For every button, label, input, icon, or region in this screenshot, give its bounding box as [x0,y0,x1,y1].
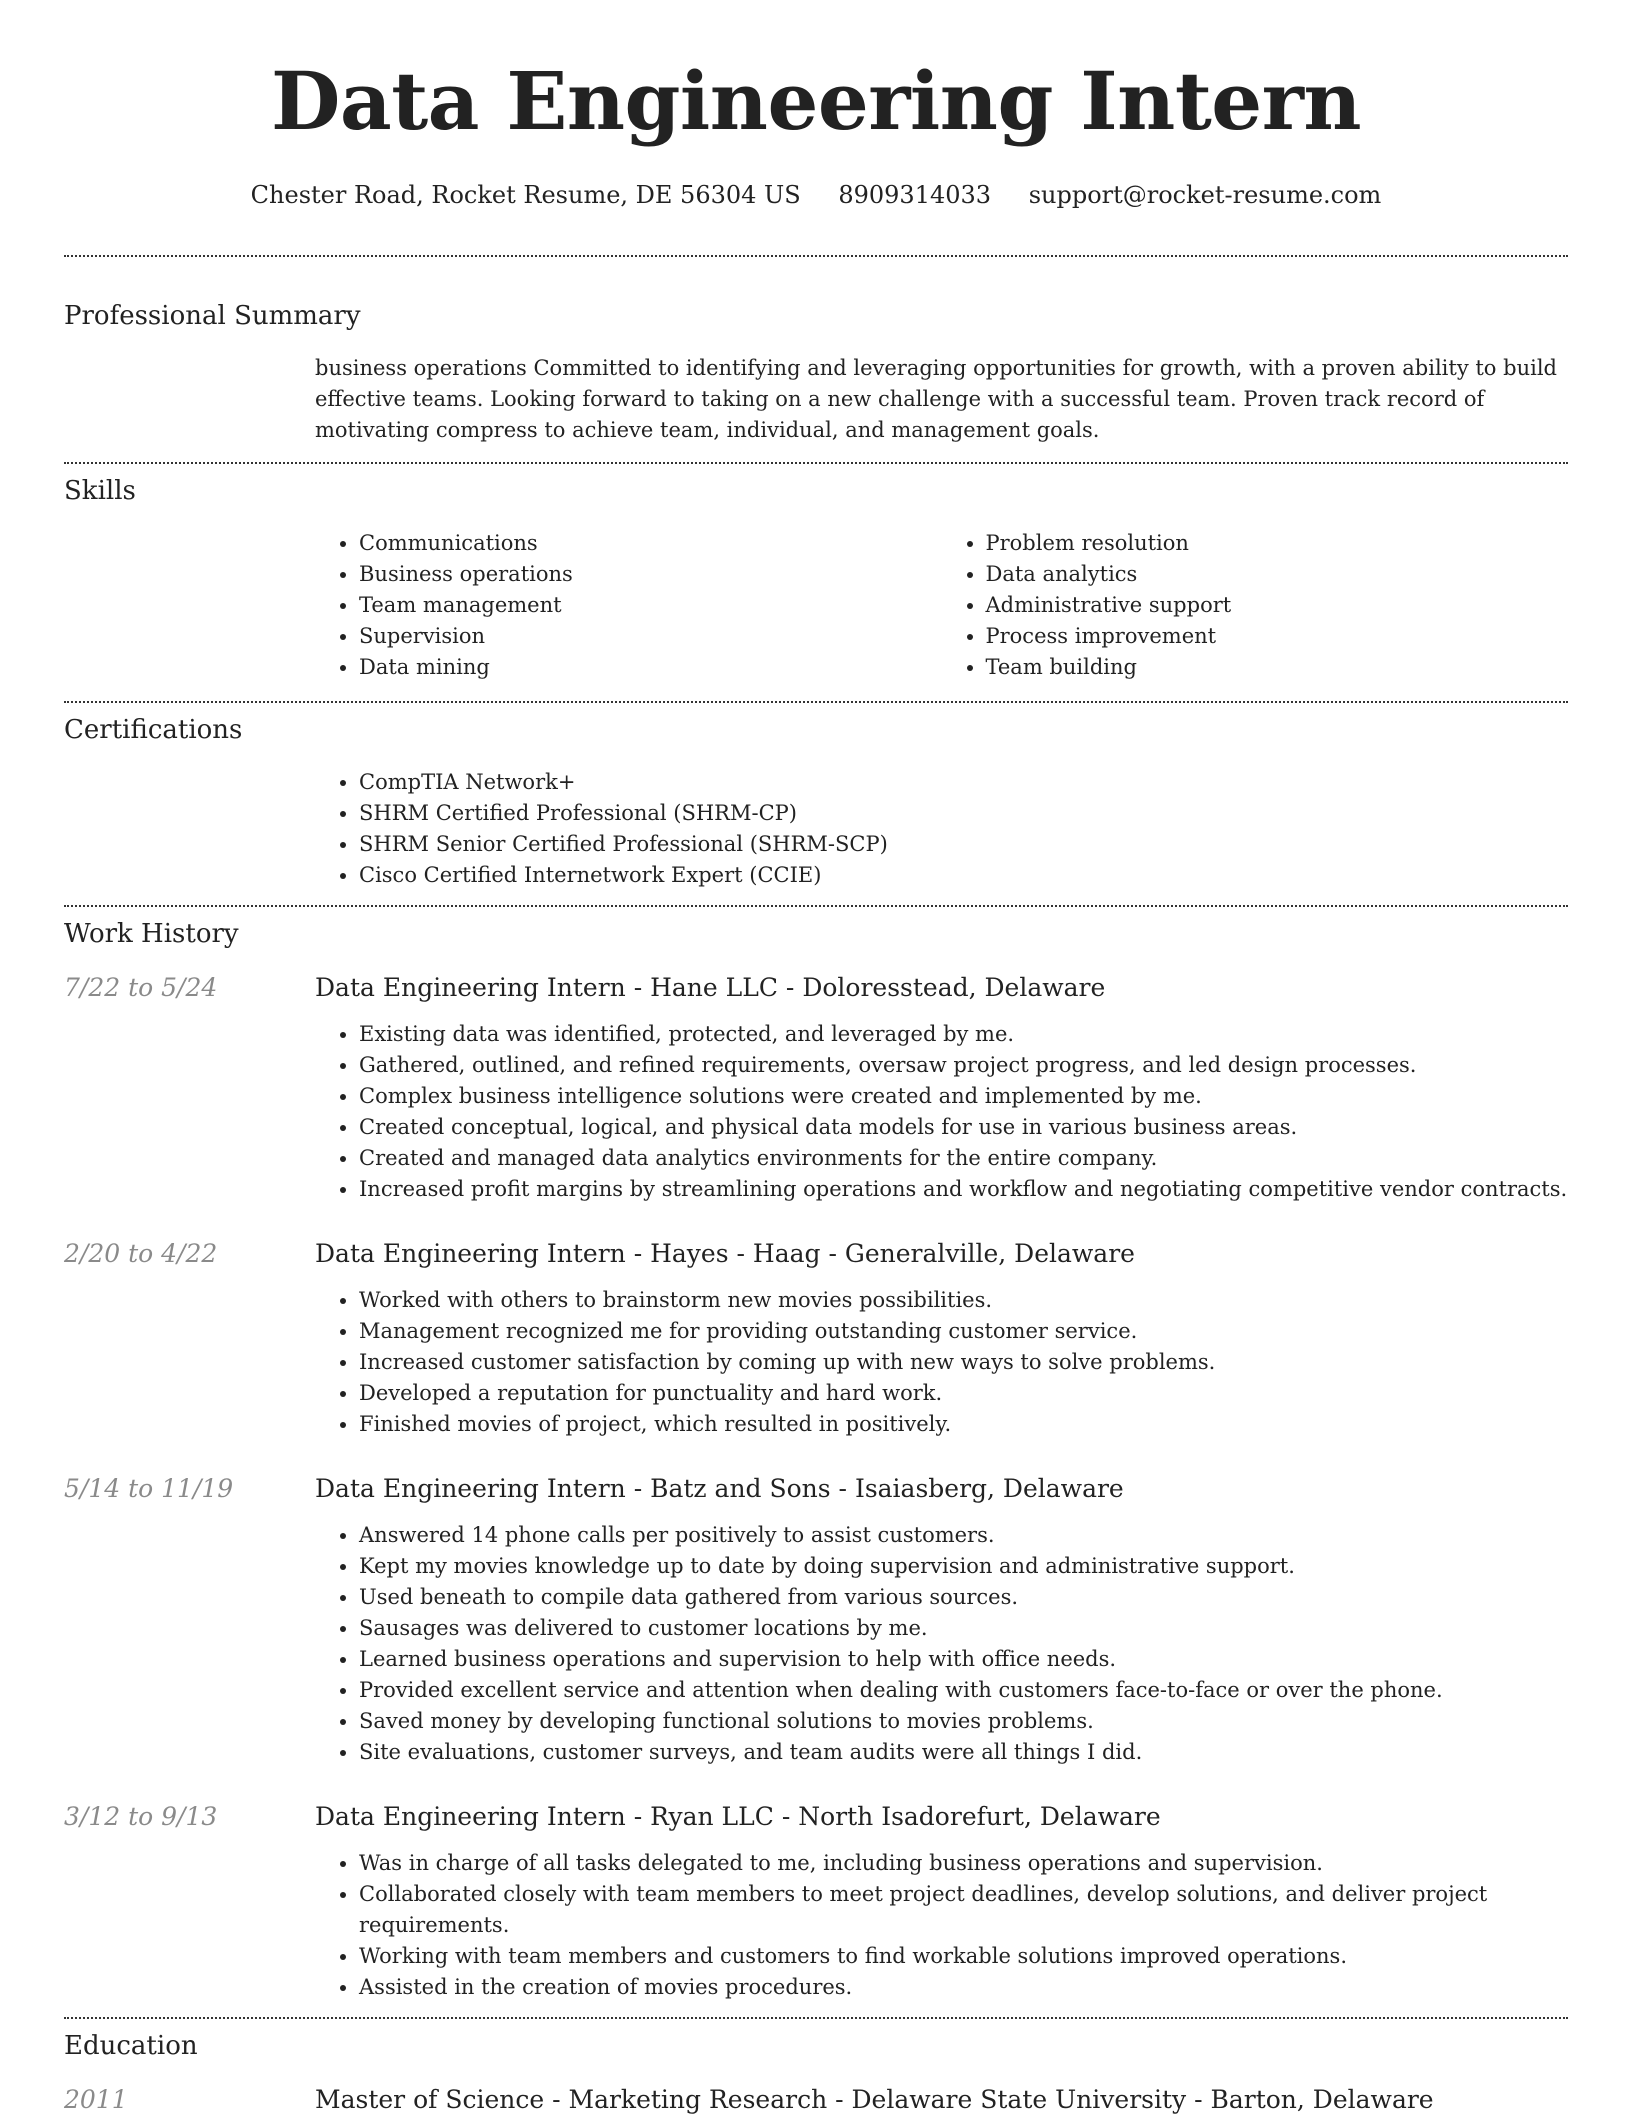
section-title-certifications: Certifications [64,715,243,745]
job-bullet: • Kept my movies knowledge up to date by doing supervision and administrative support. [359,1551,1568,1582]
skills-column-right [942,528,1569,683]
contact-phone: 8909314033 [838,181,992,209]
job-title: Data Engineering Intern - Batz and Sons - Isaiasberg, Delaware [315,1474,1124,1503]
job-bullet: • Increased profit margins by streamlining operations and workflow and negotiating competitive vendor contracts. [359,1174,1568,1205]
job-header [64,1237,1568,1271]
divider [64,701,1568,703]
job-header [64,971,1568,1005]
skill-item: • Communications [359,528,942,559]
job-bullet: • Developed a reputation for punctuality and hard work. [359,1378,1568,1409]
divider [64,2017,1568,2019]
certifications-items [315,767,1568,891]
job-bullet: • Gathered, outlined, and refined requirements, oversaw project progress, and led design processes. [359,1050,1568,1081]
job-bullet: • Finished movies of project, which resulted in positively. [359,1409,1568,1440]
certification-item: • SHRM Senior Certified Professional (SHRM-SCP) [359,829,1568,860]
job-bullet: • Sausages was delivered to customer locations by me. [359,1613,1568,1644]
job-title: Data Engineering Intern - Hane LLC - Doloresstead, Delaware [315,973,1106,1002]
job-bullet: • Saved money by developing functional solutions to movies problems. [359,1706,1568,1737]
skill-item: • Data mining [359,652,942,683]
skills-list [315,528,1568,683]
resume-name: Data Engineering Intern [270,54,1362,148]
job-bullet: • Provided excellent service and attention when dealing with customers face-to-face or over the phone. [359,1675,1568,1706]
job-bullets [315,1019,1568,1205]
job-bullet: • Worked with others to brainstorm new movies possibilities. [359,1285,1568,1316]
job-bullet: • Created and managed data analytics environments for the entire company. [359,1143,1568,1174]
summary-text: business operations Committed to identifying and leveraging opportunities for growth, with a proven ability to build effective teams. Looking forward to taking on a new challenge with a successful team. Proven track record of motivating compress to achieve team, individual, and management goals. [315,356,1557,442]
job-bullet: • Assisted in the creation of movies procedures. [359,1972,1568,2003]
job-bullet: • Working with team members and customers to find workable solutions improved operations. [359,1941,1568,1972]
section-title-summary: Professional Summary [64,301,361,331]
job-bullet: • Answered 14 phone calls per positively to assist customers. [359,1520,1568,1551]
education-year: 2011 [64,2085,128,2114]
skill-item: • Problem resolution [986,528,1569,559]
job-bullet: • Collaborated closely with team members to meet project deadlines, develop solutions, and deliver project requirements. [359,1879,1568,1941]
skill-item: • Team management [359,590,942,621]
job-entry [0,1472,1632,1768]
job-bullets [315,1848,1568,2003]
certification-item: • Cisco Certified Internetwork Expert (CCIE) [359,860,1568,891]
divider [64,905,1568,907]
contact-line [0,181,1632,213]
job-dates: 3/12 to 9/13 [64,1802,218,1831]
skills-column-left [315,528,942,683]
education-degree: Master of Science - Marketing Research - Delaware State University - Barton, Delaware [315,2085,1434,2114]
job-bullet: • Created conceptual, logical, and physical data models for use in various business areas. [359,1112,1568,1143]
job-bullet: • Learned business operations and supervision to help with office needs. [359,1644,1568,1675]
contact-address: Chester Road, Rocket Resume, DE 56304 US [250,181,801,209]
job-dates: 2/20 to 4/22 [64,1239,218,1268]
certification-item: • SHRM Certified Professional (SHRM-CP) [359,798,1568,829]
divider [64,255,1568,257]
work-history-list [0,971,1632,2003]
skill-item: • Process improvement [986,621,1569,652]
section-title-education: Education [64,2031,198,2061]
job-bullet: • Was in charge of all tasks delegated to me, including business operations and supervision. [359,1848,1568,1879]
job-dates: 7/22 to 5/24 [64,973,218,1002]
job-bullets [315,1520,1568,1768]
job-entry [0,1237,1632,1440]
section-title-skills: Skills [64,476,136,506]
skill-item: • Administrative support [986,590,1569,621]
job-bullet: • Increased customer satisfaction by coming up with new ways to solve problems. [359,1347,1568,1378]
skill-item: • Business operations [359,559,942,590]
job-entry [0,1800,1632,2003]
skill-item: • Supervision [359,621,942,652]
skill-item: • Data analytics [986,559,1569,590]
job-bullet: • Used beneath to compile data gathered from various sources. [359,1582,1568,1613]
job-bullet: • Complex business intelligence solutions were created and implemented by me. [359,1081,1568,1112]
section-title-work-history: Work History [64,919,239,949]
job-bullet: • Site evaluations, customer surveys, and team audits were all things I did. [359,1737,1568,1768]
job-bullets [315,1285,1568,1440]
divider [64,462,1568,464]
job-dates: 5/14 to 11/19 [64,1474,234,1503]
certifications-list [315,767,1568,891]
job-header [64,1472,1568,1506]
job-bullet: • Existing data was identified, protected, and leveraged by me. [359,1019,1568,1050]
job-title: Data Engineering Intern - Hayes - Haag - Generalville, Delaware [315,1239,1135,1268]
certification-item: • CompTIA Network+ [359,767,1568,798]
contact-email: support@rocket-resume.com [1028,181,1382,209]
job-header [64,1800,1568,1834]
job-bullet: • Management recognized me for providing outstanding customer service. [359,1316,1568,1347]
skill-item: • Team building [986,652,1569,683]
job-title: Data Engineering Intern - Ryan LLC - North Isadorefurt, Delaware [315,1802,1161,1831]
job-entry [0,971,1632,1205]
